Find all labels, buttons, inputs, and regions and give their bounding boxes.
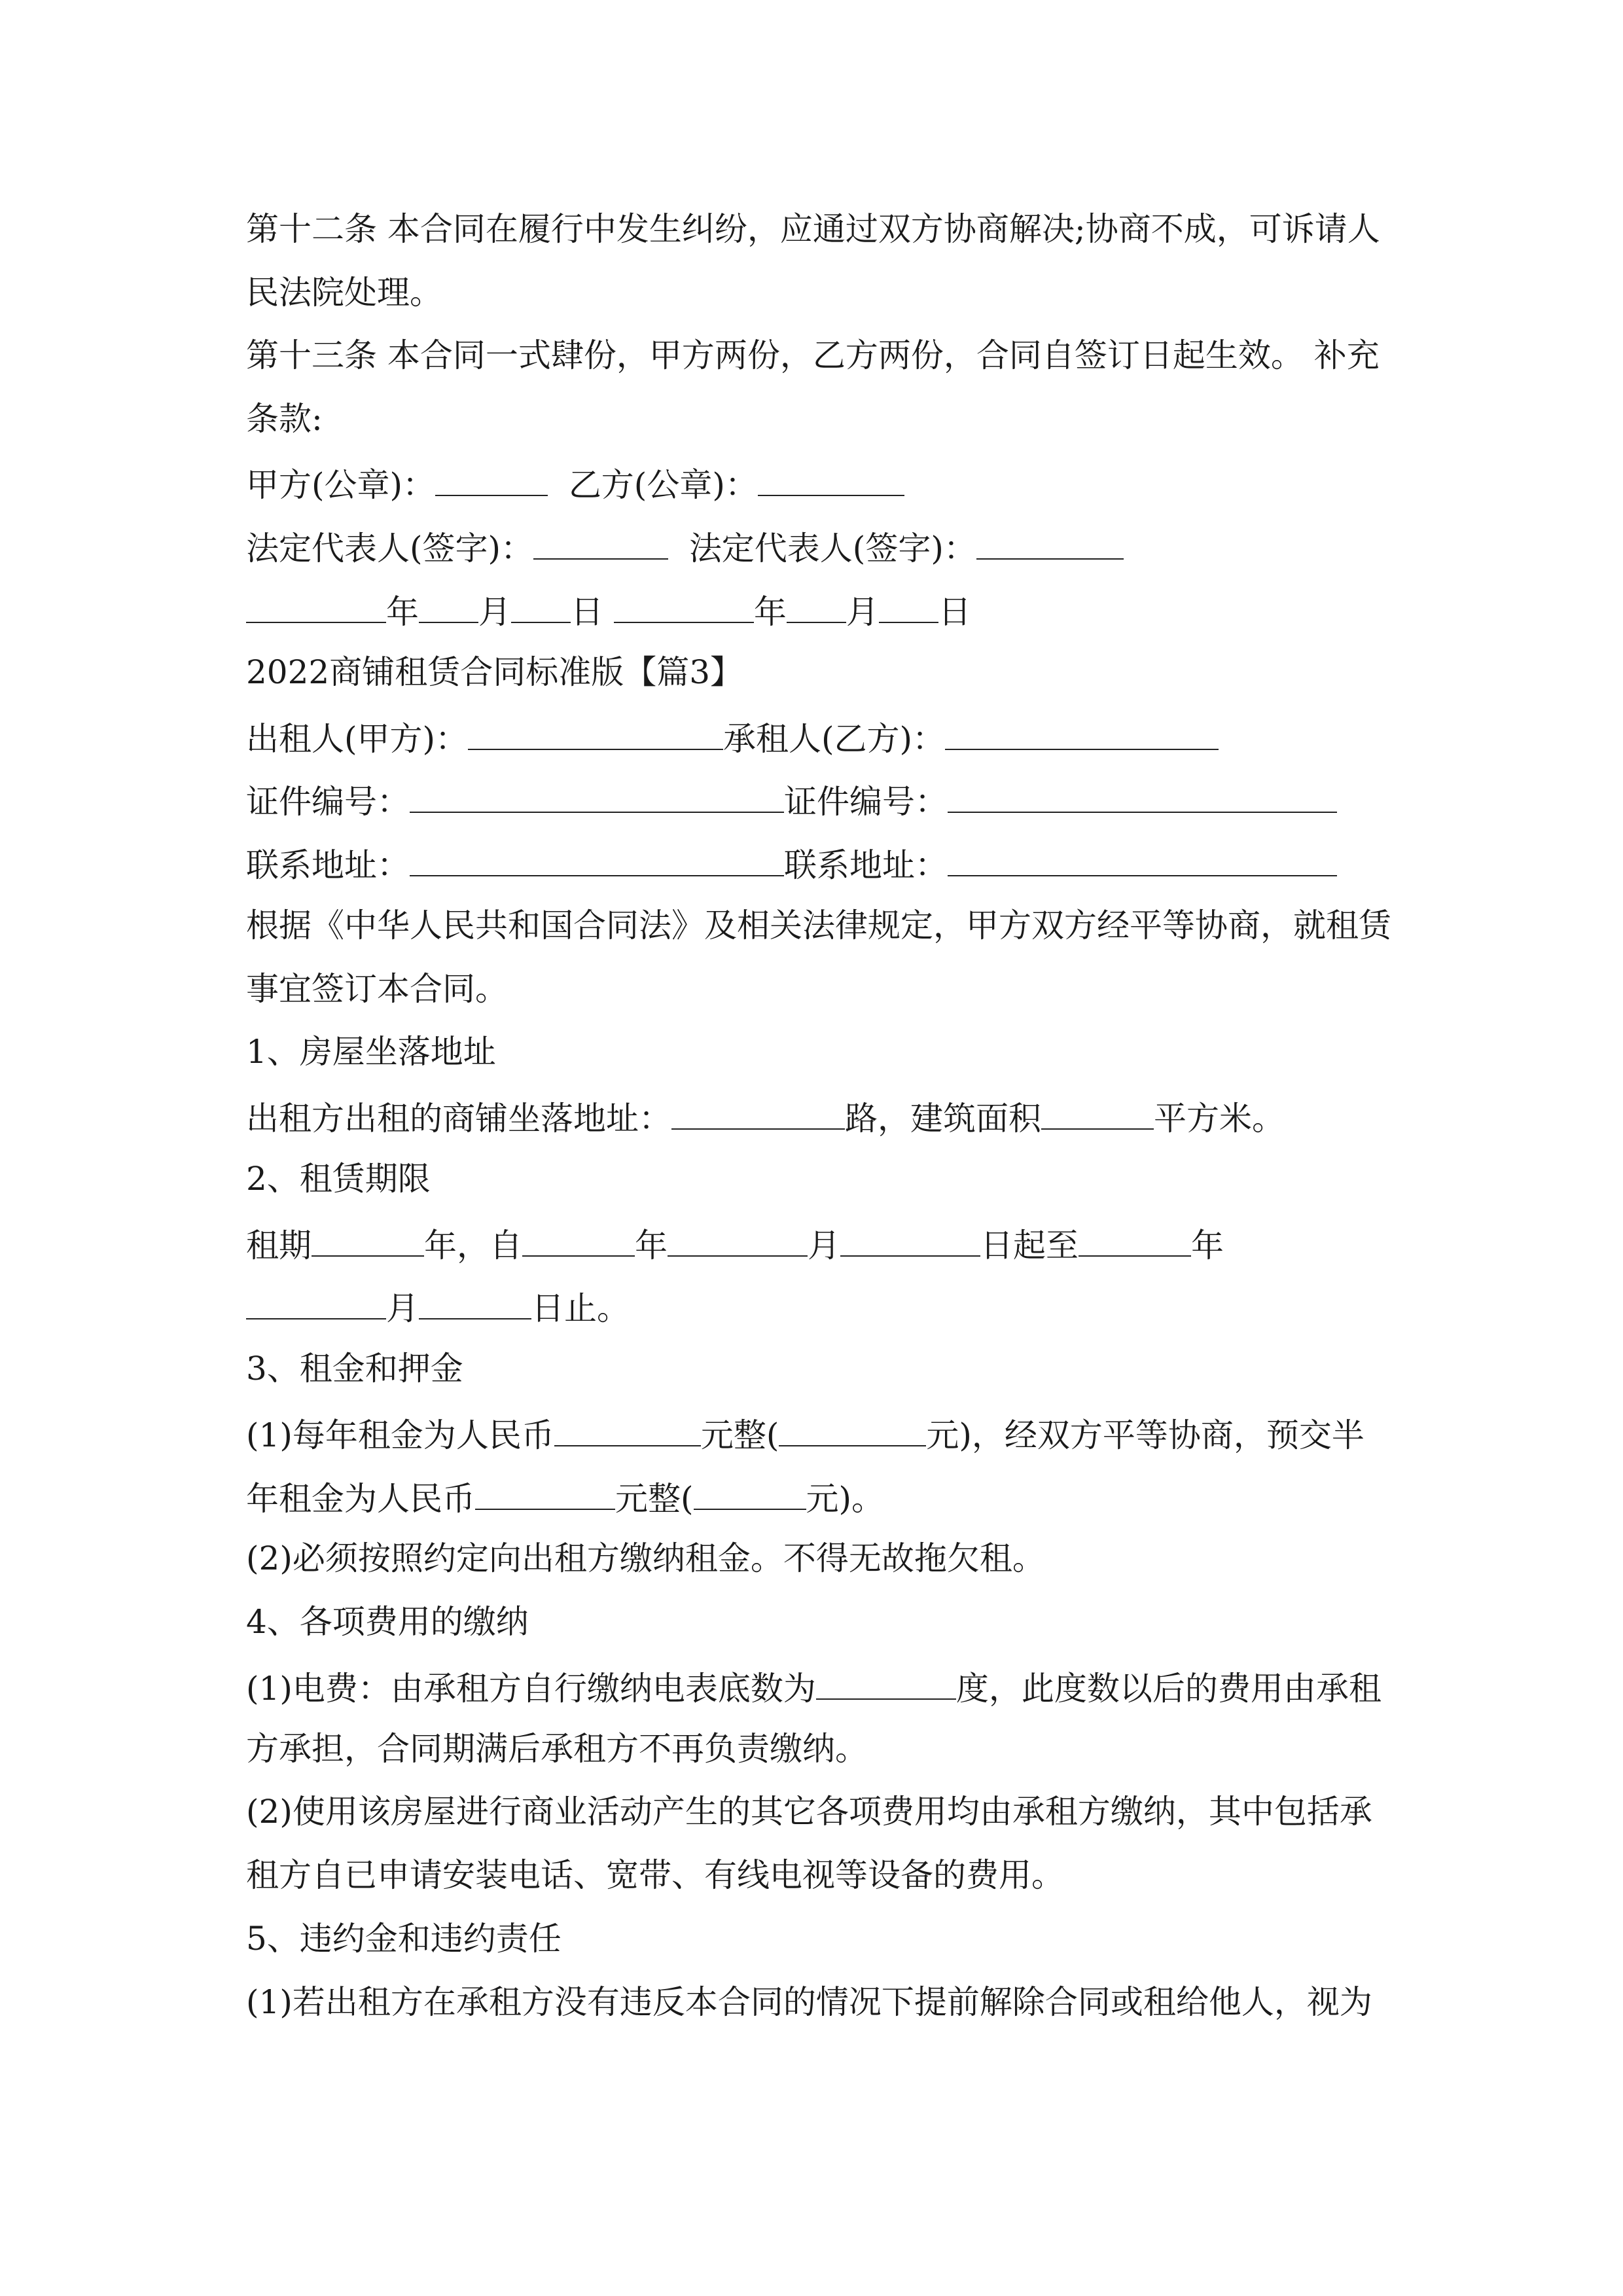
text: 3、租金和押金 [246,1350,463,1388]
lessor-label: 出租人(甲方)： [246,720,469,758]
rent-line-1 [246,1416,1364,1452]
blank [840,1226,980,1257]
clause-4-heading [246,1603,529,1641]
day-label: 日 [938,593,971,631]
article-12-line-2 [246,274,442,312]
preamble-line-1 [246,906,1391,944]
blank [671,1099,845,1130]
blank [1079,1226,1191,1257]
text: 月 [386,1289,419,1327]
electricity-line-1 [246,1669,1382,1708]
article-13-line-2 [246,400,323,438]
text: 根据《中华人民共和国合同法》及相关法律规定，甲方双方经平等协商，就租赁 [246,906,1391,944]
blank [419,592,478,623]
text: 元整( [700,1416,779,1454]
year-label: 年 [386,593,419,631]
blank [879,592,938,623]
month-label: 月 [846,593,879,631]
id-label: 证件编号： [246,783,410,821]
text: 元整( [615,1480,694,1518]
term-line-2 [246,1289,630,1325]
party-a-seal-label: 甲方(公章)： [246,466,436,504]
text: (1)电费：由承租方自行缴纳电表底数为 [246,1670,816,1708]
clause-1-heading [246,1033,496,1071]
blank [410,846,784,876]
blank [511,592,571,623]
month-label: 月 [478,593,511,631]
text: 5、违约金和违约责任 [246,1920,562,1958]
text: 日起至 [980,1227,1079,1265]
id-number-line [246,782,1337,821]
year-label: 年 [753,593,787,631]
blank [533,529,668,560]
party-b-rep-label: 法定代表人(签字)： [688,529,976,567]
blank [945,719,1219,750]
blank [779,1416,926,1446]
text: 平方米。 [1154,1100,1285,1138]
electricity-line-2 [246,1730,868,1768]
text: 1、房屋坐落地址 [246,1033,496,1071]
blank [410,782,784,813]
blank [475,1479,615,1510]
text: 租期 [246,1227,312,1265]
text: 租方自已申请安装电话、宽带、有线电视等设备的费用。 [246,1856,1064,1894]
term-line-1 [246,1226,1224,1265]
lessee-label: 承租人(乙方)： [723,720,946,758]
text: 元)。 [806,1480,885,1518]
blank [312,1226,424,1257]
text: 月 [808,1227,840,1265]
party-a-rep-label: 法定代表人(签字)： [246,529,534,567]
blank [816,1669,956,1700]
location-line [246,1099,1285,1138]
blank [948,846,1337,876]
blank [948,782,1337,813]
clause-3-heading [246,1350,463,1388]
blank [614,592,754,623]
text: 日止。 [531,1289,630,1327]
blank [787,592,846,623]
id-label: 证件编号： [784,783,948,821]
clause-2-heading [246,1160,431,1198]
section-heading [246,653,743,691]
blank [522,1226,635,1257]
parties-line [246,719,1219,758]
date-line [246,592,971,631]
text: 元)，经双方平等协商，预交半 [926,1416,1364,1454]
text: 第十二条 本合同在履行中发生纠纷，应通过双方协商解决;协商不成，可诉请人 [246,210,1380,248]
text: 度，此度数以后的费用由承租 [955,1670,1382,1708]
blank [554,1416,701,1446]
blank [694,1479,806,1510]
text: (1)若出租方在承租方没有违反本合同的情况下提前解除合同或租给他人，视为 [246,1983,1372,2021]
text: 第十三条 本合同一式肆份，甲方两份，乙方两份，合同自签订日起生效。 补充 [246,336,1380,374]
text: 路，建筑面积 [845,1100,1041,1138]
preamble-line-2 [246,970,508,1008]
blank [419,1289,531,1319]
blank [1041,1099,1154,1130]
text: 事宜签订本合同。 [246,970,508,1008]
rent-line-2 [246,1479,885,1518]
text: 民法院处理。 [246,274,442,312]
party-b-seal-label: 乙方(公章)： [568,466,758,504]
text: 年 [635,1227,668,1265]
other-fees-line-1 [246,1793,1372,1831]
blank [246,592,386,623]
address-line [246,846,1337,882]
blank [468,719,723,750]
breach-line-1 [246,1983,1372,2021]
text: (1)每年租金为人民币 [246,1416,554,1454]
text: 年租金为人民币 [246,1480,475,1518]
text: 年，自 [424,1227,522,1265]
blank [246,1289,386,1319]
text: (2)必须按照约定向出租方缴纳租金。不得无故拖欠租。 [246,1539,1045,1577]
text: 出租方出租的商铺坐落地址： [246,1100,671,1138]
address-label: 联系地址： [784,846,948,884]
seal-line [246,465,904,504]
article-12-line-1 [246,210,1380,248]
other-fees-line-2 [246,1856,1064,1894]
clause-5-heading [246,1920,562,1958]
text: (2)使用该房屋进行商业活动产生的其它各项费用均由承租方缴纳，其中包括承 [246,1793,1372,1831]
blank [435,465,548,496]
blank [758,465,904,496]
text: 条款: [246,400,323,438]
address-label: 联系地址： [246,846,410,884]
blank [668,1226,808,1257]
text: 2、租赁期限 [246,1160,431,1198]
signature-line [246,529,1124,565]
blank [976,529,1124,560]
rent-line-3 [246,1539,1045,1577]
text: 4、各项费用的缴纳 [246,1603,529,1641]
text: 年 [1191,1227,1224,1265]
day-label: 日 [571,593,603,631]
article-13-line-1 [246,336,1380,374]
text: 方承担，合同期满后承租方不再负责缴纳。 [246,1730,868,1768]
heading-text: 2022商铺租赁合同标准版【篇3】 [246,653,743,691]
